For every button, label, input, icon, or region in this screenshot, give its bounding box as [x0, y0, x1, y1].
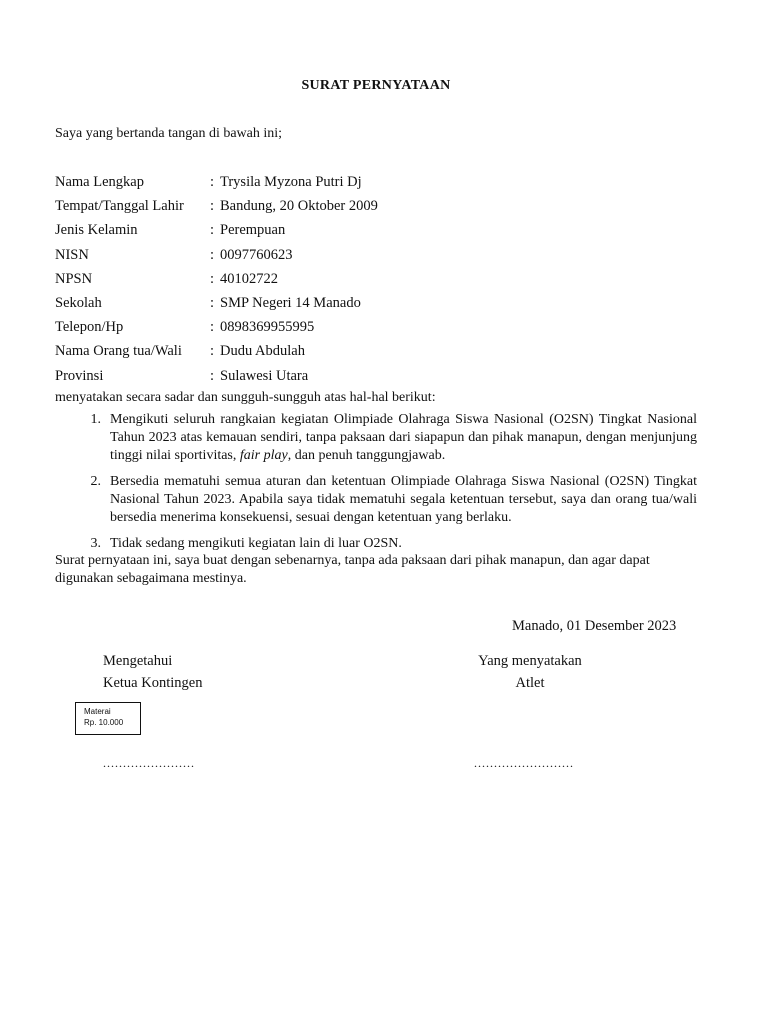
field-value: Sulawesi Utara [220, 367, 309, 384]
document-title: SURAT PERNYATAAN [301, 78, 451, 93]
field-separator: : [210, 319, 215, 336]
list-item-text-part: Mengikuti seluruh rangkaian kegiatan Olimpiade Olahraga Siswa Nasional (O2SN) Tingkat Nasional Tahun 2023 atas kemauan sendiri, tanpa paksaan dari siapapun dan pihak manapun, dengan menjunjung tinggi nilai sportivitas, [110, 412, 697, 463]
statement-list [55, 411, 697, 561]
field-value: Bandung, 20 Oktober 2009 [220, 198, 378, 215]
materai-amount: Rp. 10.000 [84, 718, 124, 727]
field-value: SMP Negeri 14 Manado [220, 294, 361, 311]
field-value: 0898369955995 [220, 319, 315, 336]
list-item-text: Tidak sedang mengikuti kegiatan lain di luar O2SN. [110, 536, 402, 551]
field-row-nisn [55, 243, 705, 267]
place-date: Manado, 01 Desember 2023 [512, 618, 677, 634]
field-label: Tempat/Tanggal Lahir [55, 198, 184, 215]
field-value: Perempuan [220, 222, 286, 239]
field-separator: : [210, 367, 215, 384]
field-label: Sekolah [55, 294, 102, 311]
field-separator: : [210, 198, 215, 215]
right-signatory-line2: Atlet [515, 675, 545, 691]
field-value: Trysila Myzona Putri Dj [220, 174, 362, 190]
field-separator: : [210, 174, 215, 190]
field-value: 40102722 [220, 270, 278, 287]
materai-stamp-box [75, 702, 141, 735]
field-value: Dudu Abdulah [220, 343, 305, 360]
left-signature-line: ....................... [103, 756, 195, 770]
intro-text: Saya yang bertanda tangan di bawah ini; [55, 126, 283, 141]
right-signature-line: ......................... [474, 756, 574, 770]
left-signatory-line2: Ketua Kontingen [103, 675, 203, 691]
field-row-jenis-kelamin [55, 218, 705, 242]
list-item-text: Bersedia mematuhi semua aturan dan ketentuan Olimpiade Olahraga Siswa Nasional (O2SN) Tingkat Nasional Tahun 2023. Apabila saya tidak mematuhi segala ketentuan tersebut, saya dan orang tua/wali bersedia menerima konsekuensi, sesuai dengan ketentuan yang berlaku. [110, 474, 697, 525]
list-item-text-part: , dan penuh tanggungjawab. [287, 448, 446, 463]
list-item-text [110, 411, 697, 465]
field-row-nama-lengkap [55, 170, 705, 194]
field-row-telepon [55, 315, 705, 339]
field-label: Jenis Kelamin [55, 222, 138, 239]
right-signatory-line1: Yang menyatakan [478, 653, 582, 669]
field-row-provinsi [55, 364, 705, 388]
left-signatory-line1: Mengetahui [103, 653, 173, 669]
left-signatory-block [103, 650, 202, 694]
field-label: Telepon/Hp [55, 319, 124, 336]
list-item [55, 473, 697, 527]
field-separator: : [210, 343, 215, 360]
field-row-orang-tua-wali [55, 339, 705, 363]
closing-text: Surat pernyataan ini, saya buat dengan sebenarnya, tanpa ada paksaan dari pihak manapun, dan agar dapat digunakan sebagaimana mestinya. [55, 553, 650, 586]
identity-fields [55, 170, 705, 388]
field-row-sekolah [55, 291, 705, 315]
field-label: Nama Lengkap [55, 174, 144, 190]
materai-label: Materai [84, 707, 111, 716]
field-label: NISN [55, 246, 89, 263]
right-signatory-block [474, 650, 586, 694]
list-item-number: 2. [90, 474, 101, 489]
field-separator: : [210, 294, 215, 311]
field-separator: : [210, 222, 215, 239]
list-item-number: 3. [90, 536, 101, 551]
list-item [55, 535, 697, 553]
field-label: Nama Orang tua/Wali [55, 343, 182, 360]
list-item-number: 1. [90, 412, 101, 427]
field-separator: : [210, 270, 215, 287]
list-item-italic-text: fair play [239, 448, 288, 463]
field-row-npsn [55, 267, 705, 291]
field-label: NPSN [55, 270, 93, 287]
list-item [55, 411, 697, 465]
field-value: 0097760623 [220, 246, 293, 263]
field-row-tempat-tanggal-lahir [55, 194, 705, 218]
field-label: Provinsi [55, 367, 104, 384]
statement-text: menyatakan secara sadar dan sungguh-sungguh atas hal-hal berikut: [55, 390, 436, 405]
field-separator: : [210, 246, 215, 263]
